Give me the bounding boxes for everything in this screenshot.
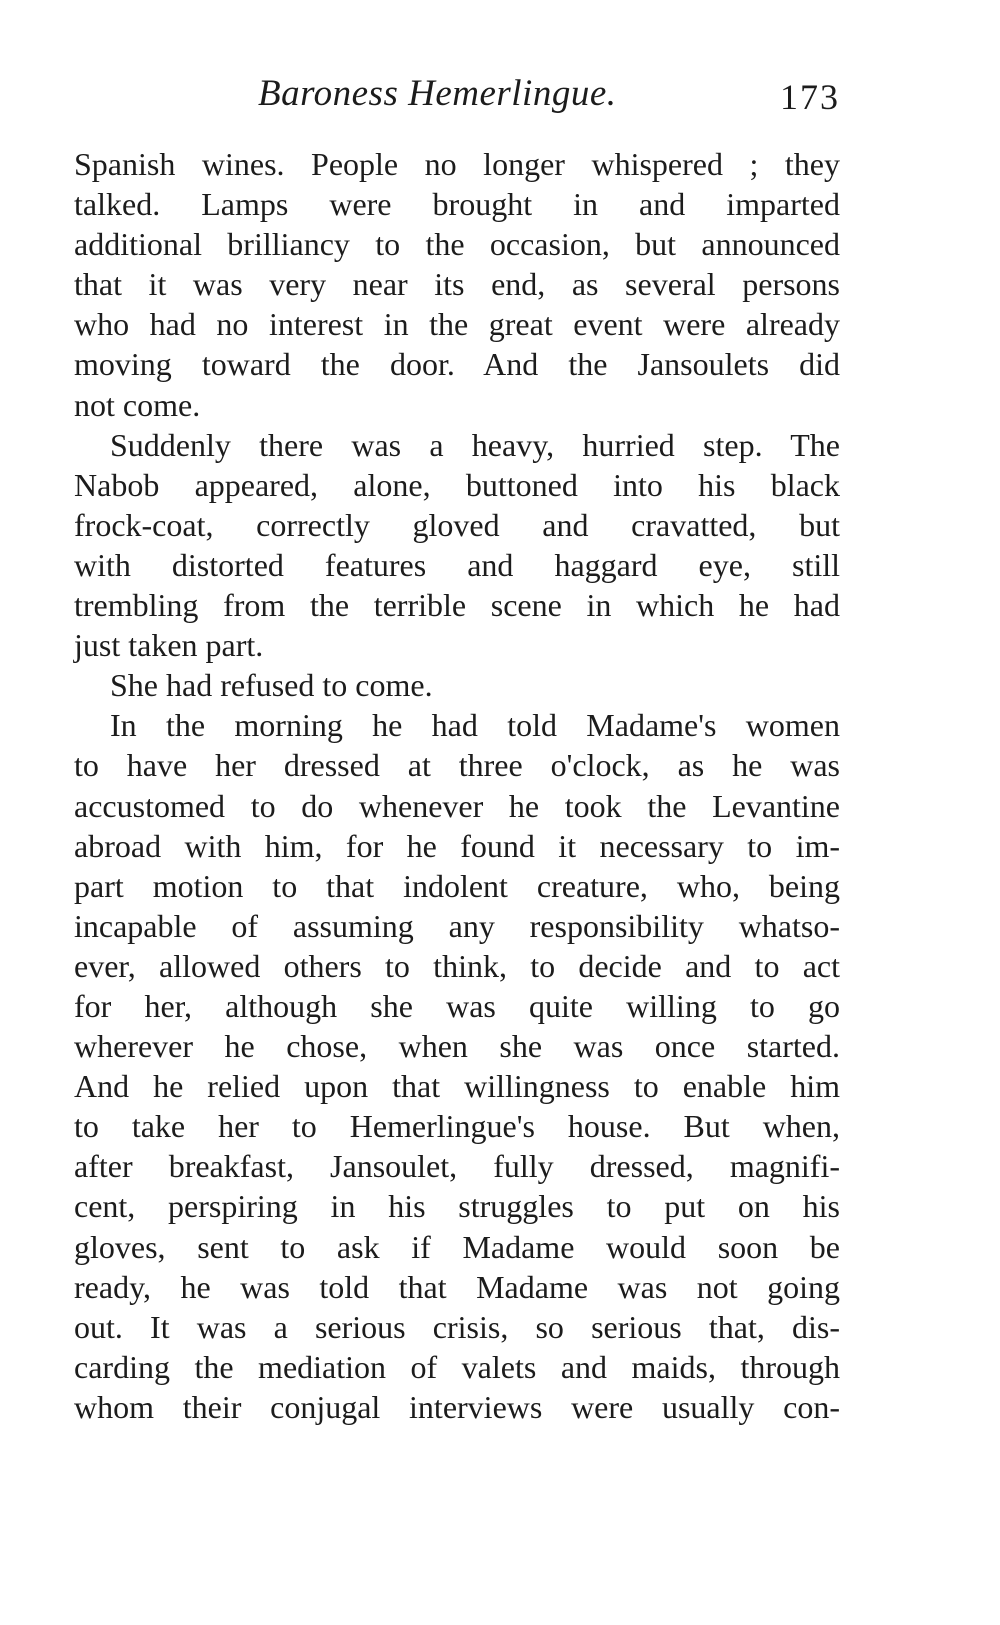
text-line: incapable of assuming any responsibility whatso- xyxy=(74,907,840,944)
text-line: to have her dressed at three o'clock, as he was xyxy=(74,747,840,784)
text-line: accustomed to do whenever he took the Levantine xyxy=(74,787,840,824)
text-line: abroad with him, for he found it necessary to im- xyxy=(74,827,840,864)
text-line: gloves, sent to ask if Madame would soon be xyxy=(74,1228,840,1265)
text-line: additional brilliancy to the occasion, but announced xyxy=(74,226,840,263)
text-line: carding the mediation of valets and maids, through xyxy=(74,1348,840,1385)
running-title: Baroness Hemerlingue. xyxy=(258,73,617,114)
page-header xyxy=(76,72,840,132)
body-text xyxy=(74,144,840,1427)
text-line: Suddenly there was a heavy, hurried step. The xyxy=(110,426,840,463)
text-line: She had refused to come. xyxy=(110,667,433,704)
text-line: who had no interest in the great event were already xyxy=(74,306,840,343)
text-line: Spanish wines. People no longer whispered ; they xyxy=(74,146,840,182)
text-line: after breakfast, Jansoulet, fully dressed, magnifi- xyxy=(74,1148,840,1185)
text-line: And he relied upon that willingness to enable him xyxy=(74,1068,840,1105)
text-line: ready, he was told that Madame was not going xyxy=(74,1268,840,1305)
text-line: that it was very near its end, as several persons xyxy=(74,266,840,303)
text-line: moving toward the door. And the Jansoulets did xyxy=(74,346,840,383)
text-line: just taken part. xyxy=(74,627,264,664)
text-line: to take her to Hemerlingue's house. But when, xyxy=(74,1108,840,1145)
text-line: part motion to that indolent creature, who, being xyxy=(74,867,840,904)
text-line: talked. Lamps were brought in and imparted xyxy=(74,186,840,223)
text-line: for her, although she was quite willing to go xyxy=(74,987,840,1024)
text-line: not come. xyxy=(74,386,201,423)
text-line: In the morning he had told Madame's women xyxy=(110,707,840,744)
text-line: with distorted features and haggard eye, still xyxy=(74,546,840,583)
page-number: 173 xyxy=(780,77,840,117)
text-line: wherever he chose, when she was once started. xyxy=(74,1028,840,1065)
text-line: trembling from the terrible scene in which he had xyxy=(74,587,840,624)
text-line: frock-coat, correctly gloved and cravatted, but xyxy=(74,506,840,543)
text-line: ever, allowed others to think, to decide and to act xyxy=(74,947,840,984)
text-line: cent, perspiring in his struggles to put on his xyxy=(74,1188,840,1225)
text-line: out. It was a serious crisis, so serious that, dis- xyxy=(74,1308,840,1345)
text-line: Nabob appeared, alone, buttoned into his black xyxy=(74,466,840,503)
text-line: whom their conjugal interviews were usually con- xyxy=(74,1388,840,1425)
